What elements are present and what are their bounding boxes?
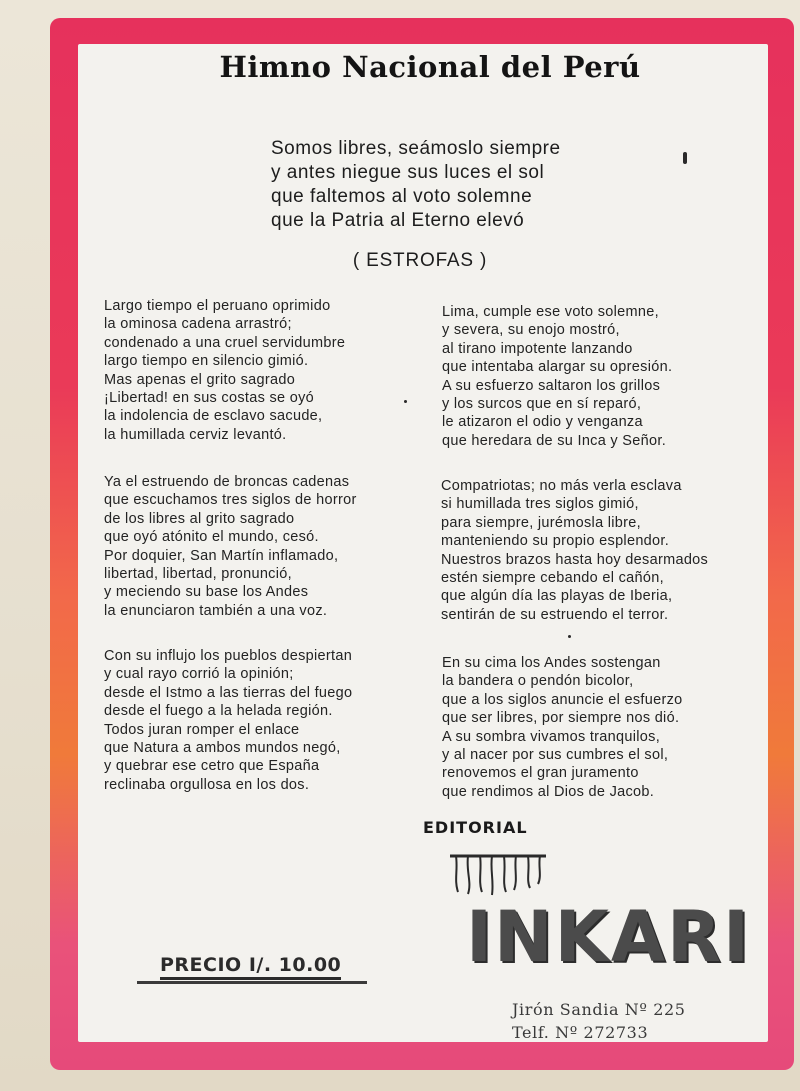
stanza-5 xyxy=(104,647,352,794)
verse-line: que oyó atónito el mundo, cesó. xyxy=(104,529,319,546)
verse-line: ¡Libertad! en sus costas se oyó xyxy=(104,390,314,407)
verse-line: desde el fuego a la helada región. xyxy=(104,703,333,720)
verse-line: Mas apenas el grito sagrado xyxy=(104,371,296,388)
verse-line: que Natura a ambos mundos negó, xyxy=(104,740,341,757)
verse-line: le atizaron el odio y venganza xyxy=(442,414,643,431)
ink-speck xyxy=(683,152,687,164)
verse-line: que algún día las playas de Iberia, xyxy=(441,588,673,605)
verse-line: si humillada tres siglos gimió, xyxy=(441,496,639,513)
verse-line: A su sombra vivamos tranquilos, xyxy=(442,728,661,745)
verse-line: y quebrar ese cetro que España xyxy=(104,758,320,775)
verse-line: la bandera o pendón bicolor, xyxy=(442,673,634,690)
verse-line: En su cima los Andes sostengan xyxy=(442,655,661,671)
stanza-1 xyxy=(104,297,345,444)
verse-line: al tirano impotente lanzando xyxy=(442,340,633,357)
verse-line: Con su influjo los pueblos despiertan xyxy=(104,648,353,664)
verse-line: renovemos el gran juramento xyxy=(442,765,639,782)
stanza-4 xyxy=(441,477,708,624)
verse-line: libertad, libertad, pronunció, xyxy=(104,566,292,583)
editorial-label: EDITORIAL xyxy=(423,818,528,837)
verse-line: de los libres al grito sagrado xyxy=(104,510,295,527)
verse-line: Lima, cumple ese voto solemne, xyxy=(442,304,659,320)
anthem-title: Himno Nacional del Perú xyxy=(219,50,641,84)
verse-line: Todos juran romper el enlace xyxy=(104,721,300,738)
stanza-3 xyxy=(104,473,357,620)
verse-line: reclinaba orgullosa en los dos. xyxy=(104,776,310,793)
price-label: PRECIO I/. 10.00 xyxy=(160,954,341,980)
verse-line: la indolencia de esclavo sacude, xyxy=(104,408,323,425)
chorus-line: Somos libres, seámoslo siempre xyxy=(271,138,561,159)
verse-line: Nuestros brazos hasta hoy desarmados xyxy=(441,551,709,568)
phone-line: Telf. Nº 272733 xyxy=(512,1023,649,1042)
verse-line: y severa, su enojo mostró, xyxy=(442,322,620,339)
verse-line: Largo tiempo el peruano oprimido xyxy=(104,298,331,314)
verse-line: A su esfuerzo saltaron los grillos xyxy=(442,377,661,394)
chorus-line: que faltemos al voto solemne xyxy=(271,186,533,207)
verse-line: Compatriotas; no más verla esclava xyxy=(441,478,682,494)
verse-line: y meciendo su base los Andes xyxy=(104,584,309,601)
address-line: Jirón Sandia Nº 225 xyxy=(512,1000,686,1019)
publisher-address-block xyxy=(512,998,686,1044)
verse-line: estén siempre cebando el cañón, xyxy=(441,570,664,587)
verse-line: y los surcos que en sí reparó, xyxy=(442,396,642,413)
chorus-block xyxy=(271,137,561,233)
verse-line: desde el Istmo a las tierras del fuego xyxy=(104,684,353,701)
ink-speck xyxy=(568,635,571,638)
verse-line: que heredara de su Inca y Señor. xyxy=(442,432,667,449)
publisher-logo: INKARI xyxy=(466,896,751,978)
verse-line: que intentaba alargar su opresión. xyxy=(442,359,673,376)
verse-line: sentirán de su estruendo el terror. xyxy=(441,606,669,623)
stanza-2 xyxy=(442,303,672,450)
ink-speck xyxy=(404,400,407,403)
verse-line: y cual rayo corrió la opinión; xyxy=(104,666,294,683)
verse-line: que escuchamos tres siglos de horror xyxy=(104,492,357,509)
verse-line: la ominosa cadena arrastró; xyxy=(104,316,292,333)
chorus-line: que la Patria al Eterno elevó xyxy=(271,210,525,231)
stanza-6 xyxy=(442,654,683,801)
chorus-line: y antes niegue sus luces el sol xyxy=(271,162,545,183)
price-underline xyxy=(137,981,367,984)
verse-line: que a los siglos anuncie el esfuerzo xyxy=(442,691,683,708)
verse-line: largo tiempo en silencio gimió. xyxy=(104,353,309,370)
verse-line: la humillada cerviz levantó. xyxy=(104,426,287,443)
verse-line: que rendimos al Dios de Jacob. xyxy=(442,783,655,800)
logo-roots-icon xyxy=(448,852,548,897)
verse-line: Por doquier, San Martín inflamado, xyxy=(104,547,339,564)
verse-line: Ya el estruendo de broncas cadenas xyxy=(104,474,350,490)
verse-line: condenado a una cruel servidumbre xyxy=(104,334,346,351)
verse-line: la enunciaron también a una voz. xyxy=(104,602,328,619)
verse-line: para siempre, jurémosla libre, xyxy=(441,514,641,531)
verse-line: y al nacer por sus cumbres el sol, xyxy=(442,747,669,764)
estrofas-heading: ( ESTROFAS ) xyxy=(352,250,488,271)
verse-line: que ser libres, por siempre nos dió. xyxy=(442,710,680,727)
verse-line: manteniendo su propio esplendor. xyxy=(441,533,670,550)
